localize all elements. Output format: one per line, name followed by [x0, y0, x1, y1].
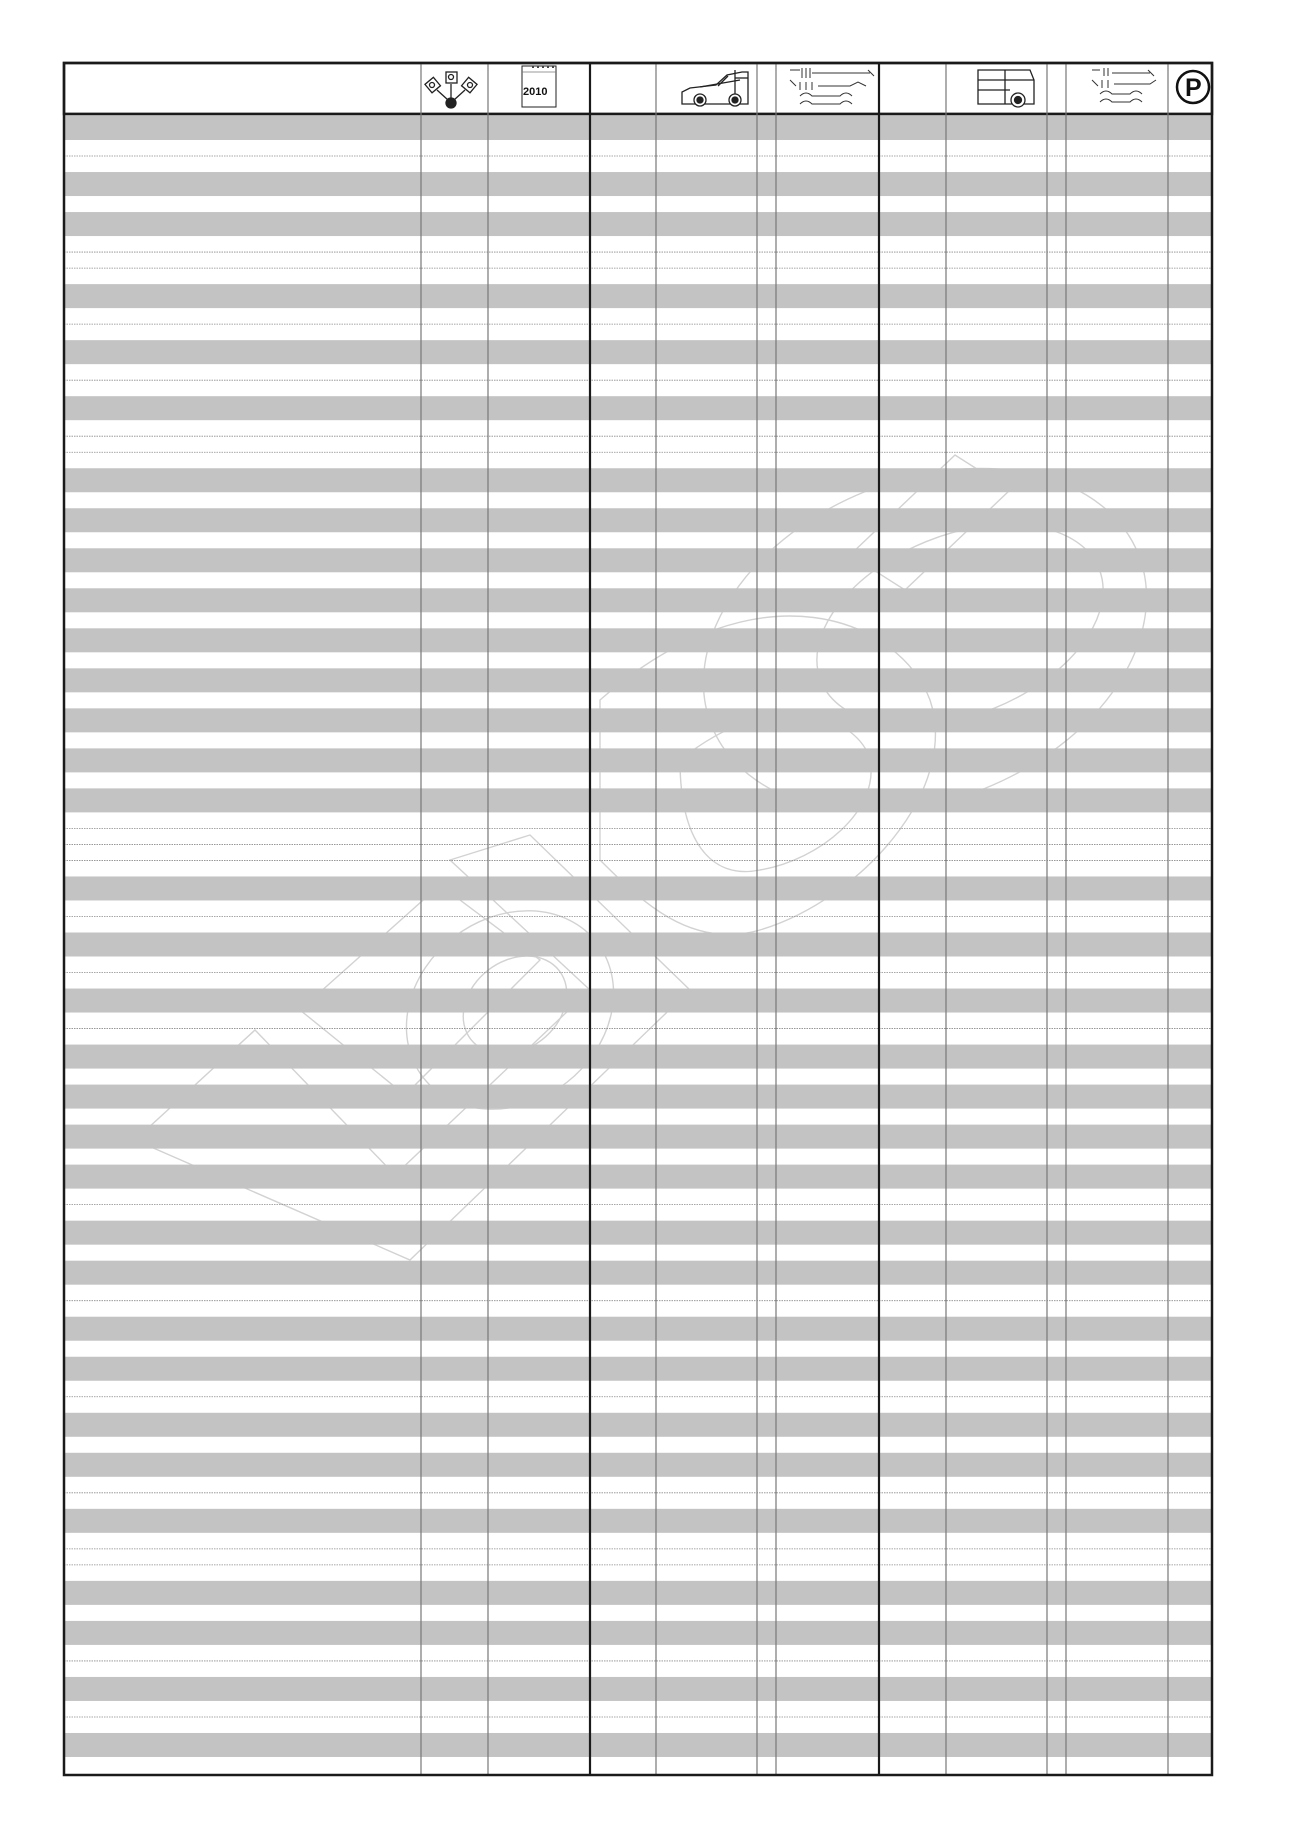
section-band [64, 340, 1212, 364]
year-label: 2010 [523, 86, 548, 98]
section-band [64, 548, 1212, 572]
tool-set-icon [790, 68, 874, 104]
section-band [64, 172, 1212, 196]
section-band [64, 628, 1212, 652]
section-bands [64, 116, 1212, 1757]
section-band [64, 1677, 1212, 1701]
section-band [64, 668, 1212, 692]
section-band [64, 1261, 1212, 1285]
hatchback-car-icon [682, 70, 748, 106]
header-row [64, 63, 1212, 114]
section-band [64, 1085, 1212, 1109]
section-band [64, 508, 1212, 532]
section-band [64, 1165, 1212, 1189]
section-band [64, 1221, 1212, 1245]
section-band [64, 1045, 1212, 1069]
van-icon [978, 70, 1034, 107]
section-band [64, 396, 1212, 420]
section-band [64, 588, 1212, 612]
section-band [64, 1317, 1212, 1341]
section-band [64, 1621, 1212, 1645]
section-band [64, 1453, 1212, 1477]
section-band [64, 284, 1212, 308]
section-band [64, 788, 1212, 812]
section-band [64, 116, 1212, 140]
section-band [64, 748, 1212, 772]
section-band [64, 1413, 1212, 1437]
section-band [64, 212, 1212, 236]
section-band [64, 1733, 1212, 1757]
section-band [64, 933, 1212, 957]
section-band [64, 876, 1212, 900]
section-band [64, 468, 1212, 492]
tool-set-icon [1092, 68, 1156, 102]
section-band [64, 1581, 1212, 1605]
engine-pistons-icon [425, 72, 477, 108]
section-band [64, 708, 1212, 732]
section-band [64, 1509, 1212, 1533]
section-band [64, 1357, 1212, 1381]
parking-label: P [1185, 74, 1202, 102]
section-band [64, 1125, 1212, 1149]
section-band [64, 989, 1212, 1013]
